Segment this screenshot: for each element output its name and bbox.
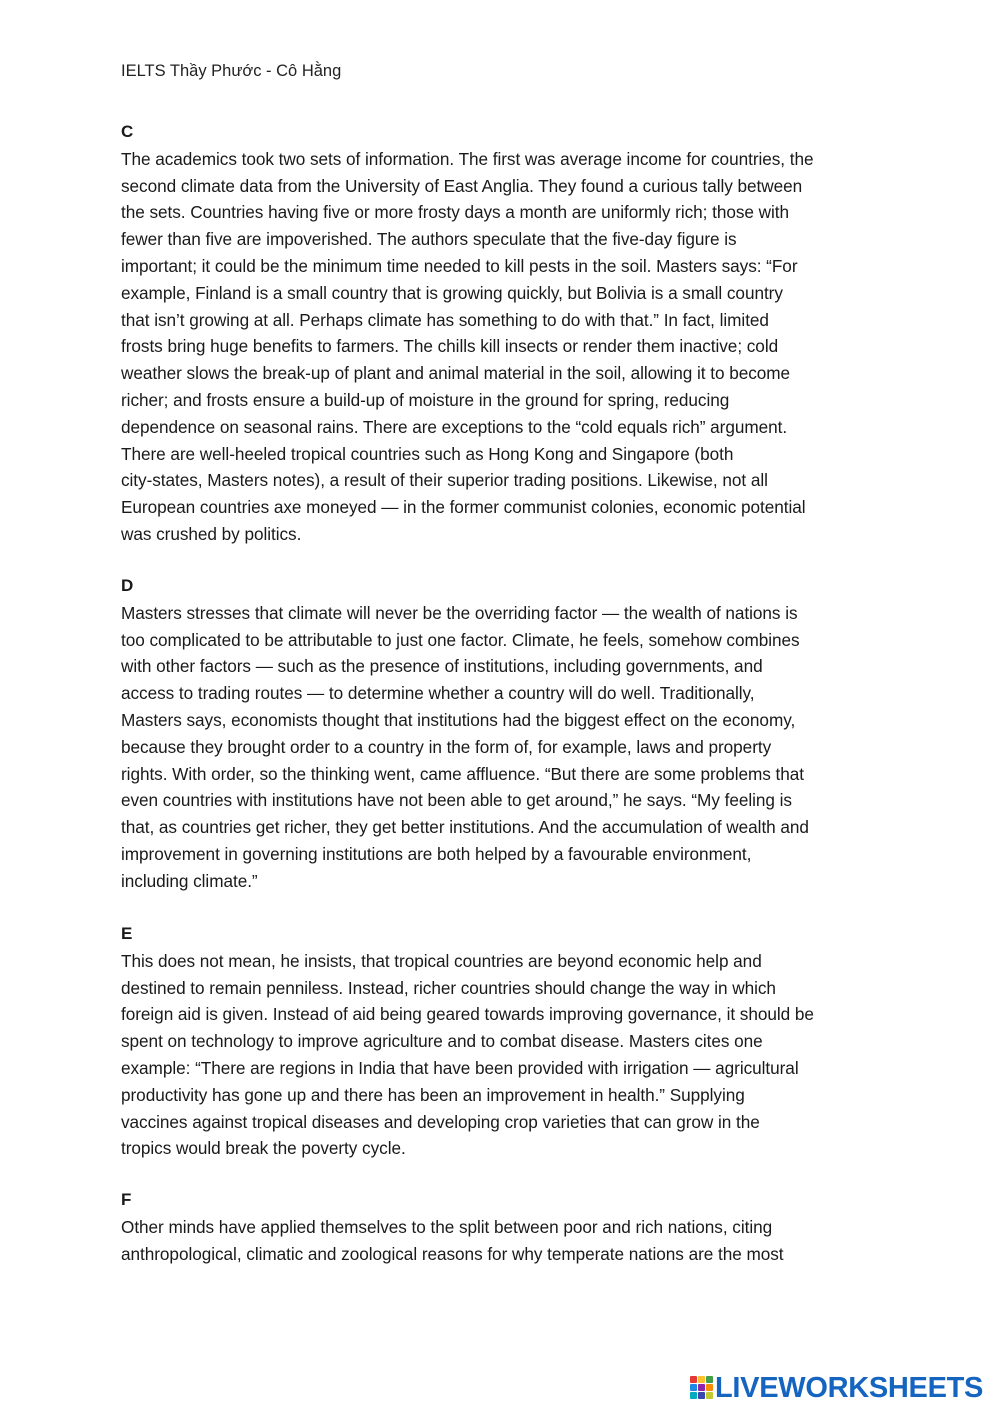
paragraph-line: rights. With order, so the thinking went, came affluence. “But there are some problems that [121, 763, 804, 784]
paragraph-line: the sets. Countries having five or more frosty days a month are uniformly rich; those with [121, 202, 790, 223]
section-letter: F [121, 1190, 132, 1209]
paragraph-line: frosts bring huge benefits to farmers. The chills kill insects or render them inactive; cold [121, 336, 779, 357]
section-paragraph [121, 948, 891, 1162]
paragraph-line: city-states, Masters notes), a result of their superior trading positions. Likewise, not all [121, 470, 768, 491]
logo-mark-square [706, 1376, 713, 1383]
paragraph-line: dependence on seasonal rains. There are exceptions to the “cold equals rich” argument. [121, 416, 788, 437]
section-c [121, 119, 891, 548]
section-paragraph [121, 146, 891, 548]
paragraph-line: important; it could be the minimum time needed to kill pests in the soil. Masters says: “For [121, 255, 798, 276]
paragraph-line: second climate data from the University of East Anglia. They found a curious tally between [121, 175, 803, 196]
section-letter: E [121, 924, 133, 943]
paragraph-line: that, as countries get richer, they get better institutions. And the accumulation of wealth and [121, 817, 809, 838]
logo-mark-square [698, 1384, 705, 1391]
paragraph-line: The academics took two sets of information. The first was average income for countries, the [121, 148, 814, 169]
paragraph-line: even countries with institutions have not been able to get around,” he says. “My feeling is [121, 790, 792, 811]
paragraph-line: that isn’t growing at all. Perhaps climate has something to do with that.” In fact, limited [121, 309, 769, 330]
logo-mark-square [690, 1376, 697, 1383]
section-e [121, 921, 891, 1162]
paragraph-line: tropics would break the poverty cycle. [121, 1138, 406, 1159]
paragraph-line: fewer than five are impoverished. The authors speculate that the five-day figure is [121, 229, 737, 250]
paragraph-line: with other factors — such as the presence of institutions, including governments, and [121, 656, 763, 677]
paragraph-line: Masters says, economists thought that institutions had the biggest effect on the economy, [121, 709, 796, 730]
logo-mark-square [698, 1392, 705, 1399]
paragraph-line: improvement in governing institutions are both helped by a favourable environment, [121, 843, 752, 864]
logo-mark-square [690, 1384, 697, 1391]
paragraph-line: too complicated to be attributable to just one factor. Climate, he feels, somehow combines [121, 629, 800, 650]
paragraph-line: example: “There are regions in India that have been provided with irrigation — agricultural [121, 1057, 799, 1078]
paragraph-line: richer; and frosts ensure a build-up of moisture in the ground for spring, reducing [121, 389, 730, 410]
section-f [121, 1187, 891, 1267]
logo-mark-square [690, 1392, 697, 1399]
liveworksheets-logo-icon [690, 1376, 712, 1400]
paragraph-line: European countries axe moneyed — in the former communist colonies, economic potential [121, 497, 806, 518]
paragraph-line: because they brought order to a country in the form of, for example, laws and property [121, 736, 772, 757]
section-letter: C [121, 122, 134, 141]
paragraph-line: There are well-heeled tropical countries such as Hong Kong and Singapore (both [121, 443, 734, 464]
paragraph-line: Masters stresses that climate will never be the overriding factor — the wealth of nations is [121, 602, 798, 623]
logo-mark-square [706, 1384, 713, 1391]
paragraph-line: destined to remain penniless. Instead, richer countries should change the way in which [121, 977, 776, 998]
paragraph-line: including climate.” [121, 870, 258, 891]
paragraph-line: anthropological, climatic and zoological reasons for why temperate nations are the most [121, 1243, 784, 1264]
paragraph-line: weather slows the break-up of plant and animal material in the soil, allowing it to become [121, 363, 791, 384]
paragraph-line: vaccines against tropical diseases and developing crop varieties that can grow in the [121, 1111, 760, 1132]
section-letter: D [121, 576, 134, 595]
paragraph-line: example, Finland is a small country that is growing quickly, but Bolivia is a small country [121, 282, 783, 303]
paragraph-line: spent on technology to improve agriculture and to combat disease. Masters cites one [121, 1031, 763, 1052]
logo-mark-square [698, 1376, 705, 1383]
paragraph-line: was crushed by politics. [121, 523, 302, 544]
paragraph-line: access to trading routes — to determine whether a country will do well. Traditionally, [121, 683, 755, 704]
paragraph-line: This does not mean, he insists, that tropical countries are beyond economic help and [121, 950, 762, 971]
logo-text: LIVEWORKSHEETS [715, 1372, 984, 1404]
paragraph-line: productivity has gone up and there has been an improvement in health.” Supplying [121, 1084, 745, 1105]
page-header: IELTS Thầy Phước - Cô Hằng [121, 62, 342, 80]
logo-mark-square [706, 1392, 713, 1399]
section-paragraph [121, 1214, 891, 1268]
section-d [121, 573, 891, 895]
section-paragraph [121, 600, 891, 895]
paragraph-line: foreign aid is given. Instead of aid being geared towards improving governance, it should be [121, 1004, 814, 1025]
paragraph-line: Other minds have applied themselves to the split between poor and rich nations, citing [121, 1216, 773, 1237]
liveworksheets-logo [690, 1372, 983, 1404]
